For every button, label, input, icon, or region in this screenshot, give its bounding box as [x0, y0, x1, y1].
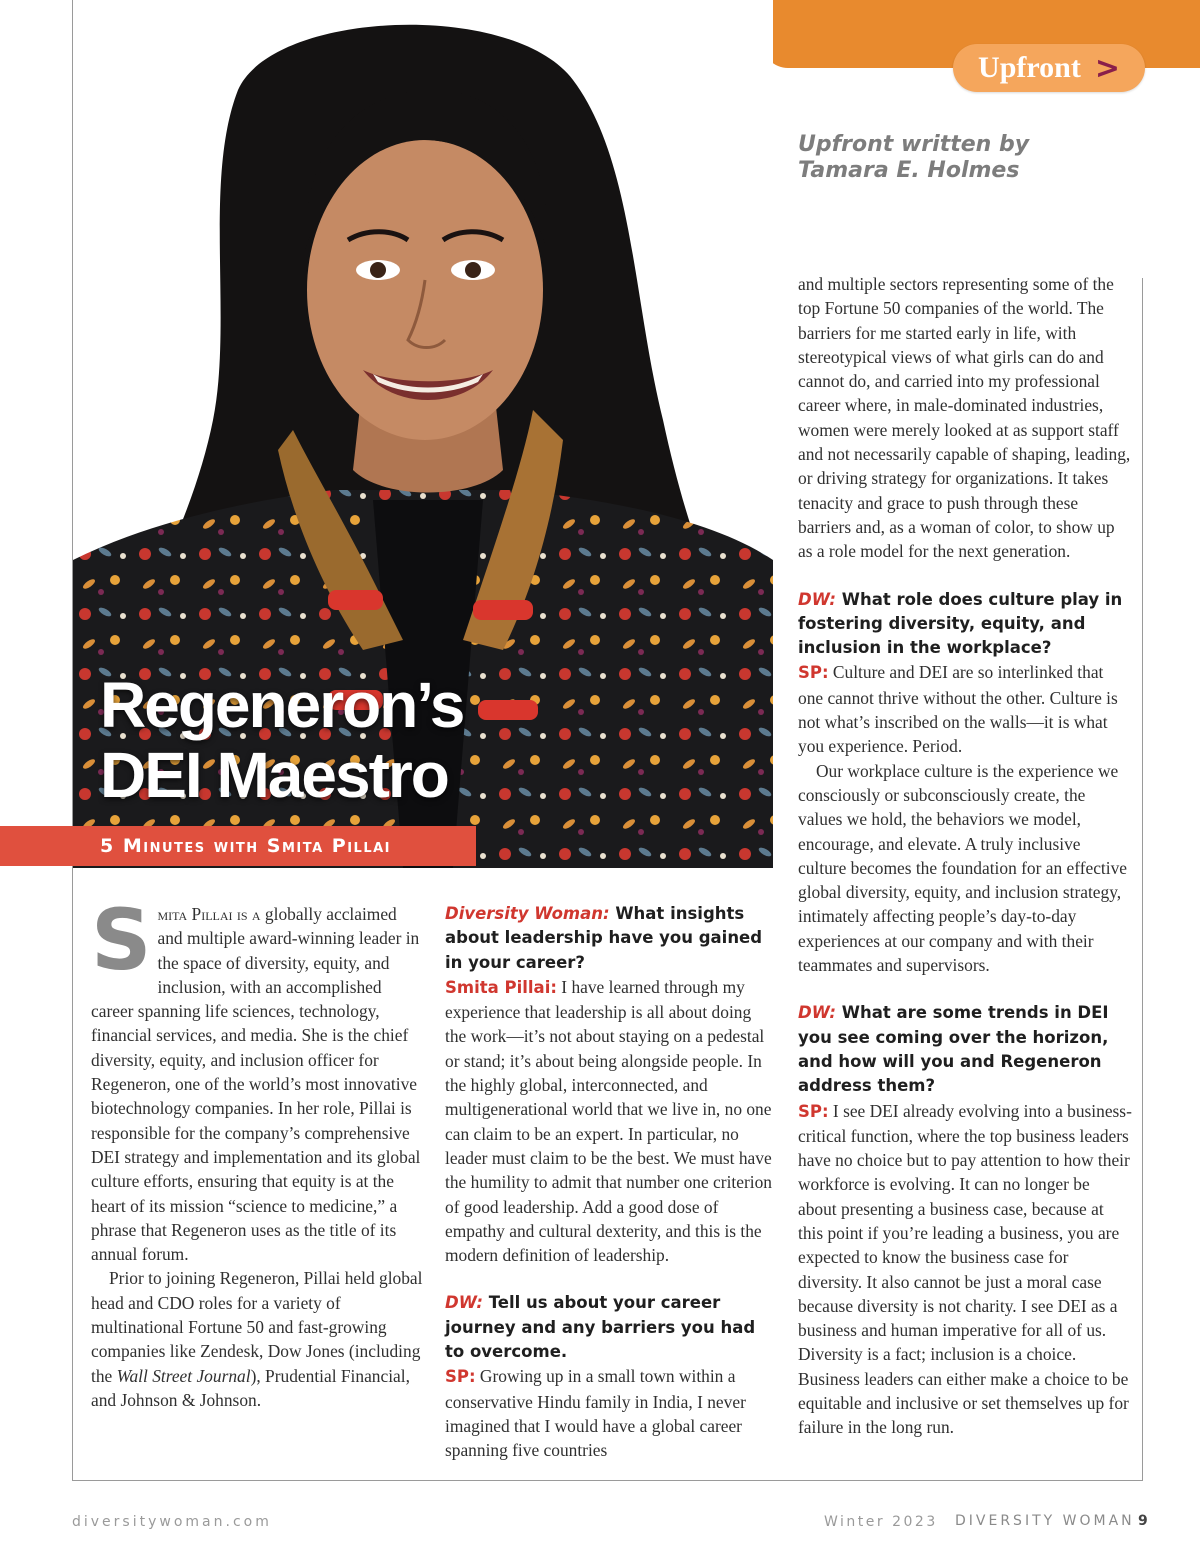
answer-label: SP: [445, 1367, 476, 1387]
answer-text: Culture and DEI are so interlinked that one cannot thrive without the other. Culture is not what’s inscribed on the walls—it is what you experience. Period. [798, 662, 1118, 757]
intro-text: globally acclaimed and multiple award-winning leader in the space of diversity, equity, and inclusion, with an accomplished career spanning life sciences, technology, financial services, and media. She is the chief diversity, equity, and inclusion officer for Regeneron, one of the world’s most innovative biotechnology companies. In her role, Pillai is responsible for the company’s comprehensive DEI strategy and implementation and its global culture efforts, ensuring that equity is at the heart of its mission “science to medicine,” a phrase that Regeneron uses as the title of its annual forum. [91, 904, 421, 1265]
dropcap: S [91, 891, 152, 989]
answer-label: SP: [798, 1101, 829, 1121]
headline-line2: DEI Maestro [100, 739, 448, 811]
byline-author: Tamara E. Holmes [798, 158, 1020, 183]
question-text: What insights about leadership have you gained in your career? [445, 904, 763, 972]
answer-text: Growing up in a small town within a conservative Hindu family in India, I never imagined that I would have a global career spanning five countries [445, 1366, 746, 1461]
upfront-label: Upfront [978, 51, 1081, 84]
question-4 [798, 1001, 1132, 1098]
background-paragraph [91, 1266, 423, 1412]
page-number: 9 [1138, 1513, 1148, 1529]
footer-website-link[interactable]: diversitywoman.com [72, 1514, 272, 1530]
answer-2 [445, 1364, 775, 1462]
article-headline [100, 670, 560, 810]
question-1 [445, 902, 775, 975]
publication-name: Wall Street Journal [116, 1365, 251, 1386]
answer-4 [798, 1099, 1132, 1440]
footer-magazine-name: DIVERSITY WOMAN [955, 1513, 1135, 1529]
question-label: Diversity Woman: [445, 904, 610, 923]
byline-line1: Upfront written by [798, 132, 1030, 157]
question-label: DW: [798, 589, 836, 609]
upfront-section-button[interactable] [953, 44, 1145, 92]
kicker-bar [0, 826, 476, 866]
article-column-2 [445, 902, 775, 1463]
answer-3-paragraph-2: Our workplace culture is the experience we consciously or subconsciously create, the values we hold, the behaviors we model, encourage, and elevate. A truly inclusive culture becomes the foundation for an effective global diversity, equity, and inclusion strategy, intimately affecting people’s day-to-day experiences at our company and with their teammates and supervisors. [798, 760, 1127, 976]
byline [798, 132, 1118, 184]
answer-2-continued: and multiple sectors representing some of the top Fortune 50 companies of the world. The barriers for me started early in life, with stereotypical views of what girls can do and cannot do, and carried into my professional career where, in male-dominated industries, women were merely looked at as support staff and not necessarily capable of shaping, leading, or driving strategy for organizations. It takes tenacity and grace to push through these barriers and, as a woman of color, to show up as a role model for the next generation. [798, 274, 1131, 562]
answer-text: I see DEI already evolving into a business-critical function, where the top business leaders have no choice but to pay attention to how their workforce is evolving. It can no longer be about presenting a business case, because at this point if you’re leading a business, you are expected to know the business case for diversity. It also cannot be just a moral case because diversity is not charity. I see DEI as a business and human imperative for all of us. Diversity is a fact; inclusion is a choice. Business leaders can either make a choice to be equitable and inclusive or set themselves up for failure in the long run. [798, 1100, 1132, 1438]
right-rule [1142, 278, 1143, 1480]
answer-3 [798, 660, 1132, 758]
chevron-right-icon: > [1094, 50, 1120, 86]
question-label: DW: [798, 1003, 836, 1023]
answer-text: I have learned through my experience that leadership is all about doing the work—it’s not about staying on a pedestal or stand; it’s about being alongside people. In the highly global, interconnected, and multigenerational world that we live in, no one can claim to be an expert. In particular, no leader must claim to be the best. We must have the humility to admit that number one criterion of good leadership. Add a good dose of empathy and cultural dexterity, and this is the modern definition of leadership. [445, 976, 772, 1266]
question-3 [798, 588, 1132, 661]
footer-issue: Winter 2023 [824, 1514, 938, 1530]
question-text: What role does culture play in fostering diversity, equity, and inclusion in the workplace? [798, 589, 1123, 658]
question-2 [445, 1291, 775, 1364]
article-column-1 [91, 891, 423, 1412]
headline-line1: Regeneron’s [100, 669, 464, 741]
background-text-b: ), Prudential Financial, and Johnson & Johnson. [91, 1365, 410, 1410]
background-text-a: Prior to joining Regeneron, Pillai held global head and CDO roles for a variety of multinational Fortune 50 and fast-growing companies like Zendesk, Dow Jones (including the [91, 1268, 423, 1386]
answer-label: SP: [798, 663, 829, 683]
article-column-3 [798, 272, 1132, 1440]
question-text: Tell us about your career journey and any barriers you had to overcome. [445, 1293, 756, 1362]
intro-paragraph [91, 891, 423, 1266]
answer-label: Smita Pillai: [445, 977, 557, 997]
kicker-text: 5 Minutes with Smita Pillai [100, 835, 391, 857]
bottom-rule [72, 1480, 1143, 1481]
question-text: What are some trends in DEI you see coming over the horizon, and how will you and Regeneron address them? [798, 1003, 1109, 1096]
lead-smallcaps: mita Pillai is a [157, 904, 261, 924]
answer-1 [445, 975, 775, 1268]
question-label: DW: [445, 1293, 483, 1313]
